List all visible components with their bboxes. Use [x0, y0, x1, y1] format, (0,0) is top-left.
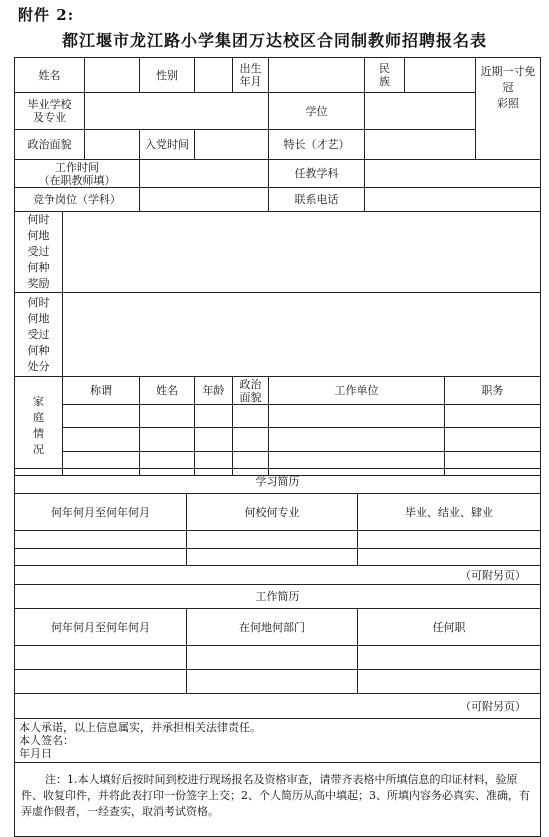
study-school-header: 何校何专业	[187, 494, 358, 531]
family-cell[interactable]	[140, 428, 195, 452]
position-label: 竞争岗位（学科）	[15, 188, 140, 212]
punish-label: 何时 何地 受过 何种 处分	[15, 293, 63, 377]
study-cell[interactable]	[15, 549, 187, 566]
birth-label: 出生 年月	[233, 58, 269, 93]
family-cell[interactable]	[195, 405, 233, 428]
study-cell[interactable]	[187, 531, 358, 549]
family-name-header: 姓名	[140, 377, 195, 405]
date-label: 年月日	[19, 747, 52, 760]
work-attach-note: （可附另页）	[15, 694, 541, 719]
family-age-header: 年龄	[195, 377, 233, 405]
subject-label: 任教学科	[269, 160, 365, 188]
phone-label: 联系电话	[269, 188, 365, 212]
school-value[interactable]	[85, 93, 269, 130]
notes-box	[15, 763, 541, 837]
family-cell[interactable]	[140, 405, 195, 428]
position-value[interactable]	[140, 188, 269, 212]
study-period-header: 何年何月至何年何月	[15, 494, 187, 531]
work-time-label: 工作时间 （在职教师填）	[15, 160, 140, 188]
school-label: 毕业学校 及专业	[15, 93, 85, 130]
work-period-header: 何年何月至何年何月	[15, 609, 187, 646]
punish-value[interactable]	[63, 293, 541, 377]
study-section-title: 学习简历	[15, 469, 541, 494]
signature-label: 本人签名：	[19, 734, 74, 747]
study-cell[interactable]	[358, 531, 541, 549]
study-cell[interactable]	[15, 531, 187, 549]
party-time-value[interactable]	[195, 130, 269, 160]
work-cell[interactable]	[187, 646, 358, 670]
family-cell[interactable]	[269, 428, 445, 452]
family-political-header: 政治 面貌	[233, 377, 269, 405]
political-label: 政治面貌	[15, 130, 85, 160]
family-cell[interactable]	[233, 428, 269, 452]
ethnic-value[interactable]	[405, 58, 476, 93]
work-cell[interactable]	[187, 670, 358, 694]
form-title: 都江堰市龙江路小学集团万达校区合同制教师招聘报名表	[61, 31, 487, 50]
ethnic-label: 民 族	[365, 58, 405, 93]
work-cell[interactable]	[15, 646, 187, 670]
work-time-value[interactable]	[140, 160, 269, 188]
name-value[interactable]	[85, 58, 140, 93]
work-duty-header: 任何职	[358, 609, 541, 646]
pledge-text: 本人承诺，以上信息属实，并承担相关法律责任。	[19, 721, 261, 734]
pledge-box[interactable]	[15, 719, 541, 763]
phone-value[interactable]	[365, 188, 541, 212]
notes-text: 注：1.本人填好后按时间到校进行现场报名及资格审查，请带齐表格中所填信息的印证材料，验原件、收复印件，并将此表打印一份签字上交；2、个人简历从高中填起；3、所填内容务必真实、准确，有弄虚作假者，一经查实，取消考试资格。	[21, 773, 530, 818]
family-cell[interactable]	[269, 405, 445, 428]
registration-table	[14, 57, 541, 476]
specialty-label: 特长（才艺）	[269, 130, 365, 160]
work-place-header: 在何地何部门	[187, 609, 358, 646]
family-cell[interactable]	[445, 428, 541, 452]
political-value[interactable]	[85, 130, 140, 160]
family-unit-header: 工作单位	[269, 377, 445, 405]
work-cell[interactable]	[358, 646, 541, 670]
study-attach-note: （可附另页）	[15, 566, 541, 585]
history-table	[14, 468, 541, 837]
family-relation-header: 称谓	[63, 377, 140, 405]
family-duty-header: 职务	[445, 377, 541, 405]
family-cell[interactable]	[195, 428, 233, 452]
name-label: 姓名	[15, 58, 85, 93]
specialty-value[interactable]	[365, 130, 476, 160]
degree-label: 学位	[269, 93, 365, 130]
work-section-title: 工作简历	[15, 585, 541, 609]
subject-value[interactable]	[365, 160, 541, 188]
degree-value[interactable]	[365, 93, 476, 130]
work-cell[interactable]	[358, 670, 541, 694]
family-cell[interactable]	[63, 405, 140, 428]
family-cell[interactable]	[445, 405, 541, 428]
party-time-label: 入党时间	[140, 130, 195, 160]
attachment-label: 附件 2:	[18, 6, 75, 24]
study-cell[interactable]	[187, 549, 358, 566]
family-cell[interactable]	[63, 428, 140, 452]
rewards-label: 何时 何地 受过 何种 奖励	[15, 212, 63, 293]
study-cell[interactable]	[358, 549, 541, 566]
rewards-value[interactable]	[63, 212, 541, 293]
family-cell[interactable]	[233, 405, 269, 428]
gender-value[interactable]	[195, 58, 233, 93]
work-cell[interactable]	[15, 670, 187, 694]
gender-label: 性别	[140, 58, 195, 93]
birth-value[interactable]	[269, 58, 365, 93]
photo-box[interactable]: 近期一寸免冠 彩照	[476, 58, 541, 160]
family-label: 家 庭 情 况	[15, 377, 63, 476]
study-status-header: 毕业、结业、肄业	[358, 494, 541, 531]
